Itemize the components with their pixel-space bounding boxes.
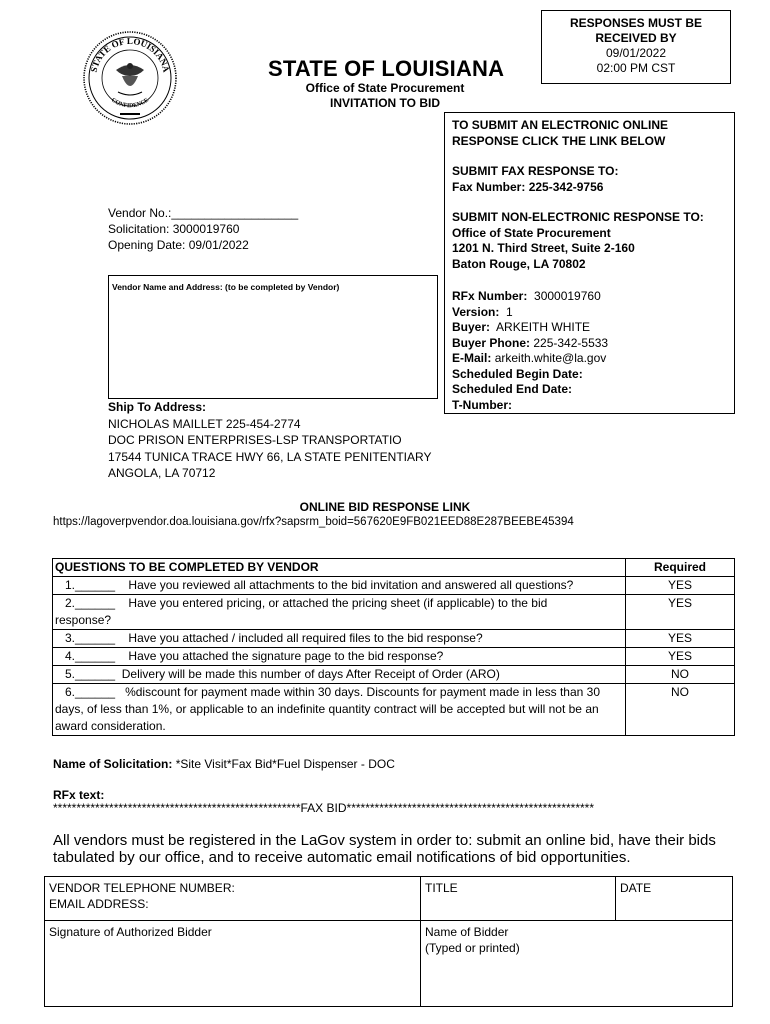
mail-line3: Baton Rouge, LA 70802	[452, 256, 586, 271]
question-3-required: YES	[626, 630, 735, 648]
question-3-blank[interactable]: 3.______	[65, 631, 116, 645]
question-6-required: NO	[626, 684, 735, 736]
solicitation-name-value: *Site Visit*Fax Bid*Fuel Dispenser - DOC	[175, 757, 395, 771]
rfx-text-value: *****************************************************FAX BID*****************************************************	[53, 801, 595, 815]
title-label: TITLE	[425, 881, 458, 895]
question-4-blank[interactable]: 4.______	[65, 649, 116, 663]
table-row	[53, 684, 735, 736]
mail-heading: SUBMIT NON-ELECTRONIC RESPONSE TO:	[452, 210, 704, 224]
registration-notice: All vendors must be registered in the LaGov system in order to: submit an online bid, have their bids tabulated by our office, and to receive automatic email notifications of bid opportunities.	[53, 832, 716, 866]
rfx-text-label	[53, 788, 104, 802]
bidder-name-label: Name of Bidder	[425, 925, 509, 939]
question-1-blank[interactable]: 1.______	[65, 578, 116, 592]
invitation-heading: INVITATION TO BID	[330, 96, 440, 110]
fax-number: 225-342-9756	[528, 179, 604, 194]
buyer-phone-label: Buyer Phone:	[452, 335, 531, 350]
fax-label: Fax Number:	[452, 179, 526, 194]
vendor-signature-table	[44, 876, 733, 1007]
solicitation-name-label: Name of Solicitation:	[53, 757, 173, 771]
questions-header-row	[53, 559, 735, 577]
vendor-phone-label: VENDOR TELEPHONE NUMBER:	[49, 881, 235, 895]
question-6-cont2: award consideration.	[55, 719, 166, 733]
page-title: STATE OF LOUISIANA	[268, 56, 505, 81]
buyer-email-link[interactable]: arkeith.white@la.gov	[494, 351, 607, 365]
question-6-blank[interactable]: 6.______	[65, 685, 116, 699]
online-bid-link[interactable]: https://lagoverpvendor.doa.louisiana.gov/rfx?sapsrm_boid=567620E9FB021EED88E287BEEBE45394	[53, 516, 574, 528]
question-5-required: NO	[626, 666, 735, 684]
table-row	[53, 648, 735, 666]
deadline-date: 09/01/2022	[605, 46, 667, 60]
buyer-phone: 225-342-5533	[533, 335, 609, 350]
seal-bottom-text: CONFIDENCE	[110, 97, 150, 110]
fax-instructions	[452, 164, 618, 195]
end-date-label: Scheduled End Date:	[452, 382, 573, 396]
questions-heading: QUESTIONS TO BE COMPLETED BY VENDOR	[53, 559, 626, 577]
electronic-instructions	[452, 118, 668, 149]
table-row	[45, 877, 733, 921]
rfx-number-label: RFx Number:	[452, 289, 528, 303]
buyer-name: ARKEITH WHITE	[496, 320, 591, 334]
question-2-required: YES	[626, 595, 735, 630]
mail-line2: 1201 N. Third Street, Suite 2-160	[452, 241, 635, 255]
deadline-time: 02:00 PM CST	[596, 61, 676, 75]
question-1-text: Have you reviewed all attachments to the bid invitation and answered all questions?	[128, 578, 574, 592]
question-2-blank[interactable]: 2.______	[65, 596, 116, 610]
question-6-text: %discount for payment made within 30 days. Discounts for payment made in less than 30	[125, 685, 600, 699]
question-4-required: YES	[626, 648, 735, 666]
signature-label: Signature of Authorized Bidder	[49, 925, 212, 939]
rfx-version: 1	[506, 304, 513, 319]
email-label: E-Mail:	[452, 351, 492, 365]
rfx-version-label: Version:	[452, 304, 500, 319]
ship-line2: DOC PRISON ENTERPRISES-LSP TRANSPORTATIO	[108, 433, 402, 447]
ship-line1: NICHOLAS MAILLET 225-454-2774	[108, 416, 301, 431]
electronic-line2: RESPONSE CLICK THE LINK BELOW	[452, 133, 666, 148]
online-link-heading: ONLINE BID RESPONSE LINK	[299, 500, 471, 514]
question-6-cont: days, of less than 1%, or applicable to an indefinite quantity contract will be accepted but will not be an	[55, 702, 599, 716]
title-cell[interactable]	[421, 877, 616, 921]
question-3-text: Have you attached / included all required files to the bid response?	[128, 631, 483, 645]
response-deadline-box	[541, 10, 731, 84]
question-4-text: Have you attached the signature page to the bid response?	[128, 649, 444, 663]
bidder-name-sublabel: (Typed or printed)	[425, 941, 520, 955]
ship-line3: 17544 TUNICA TRACE HWY 66, LA STATE PENITENTIARY	[108, 449, 432, 464]
solicitation-number: Solicitation: 3000019760	[108, 222, 240, 236]
rfx-details	[452, 289, 608, 413]
vendor-contact-cell[interactable]	[45, 877, 421, 921]
bidder-name-cell[interactable]	[421, 921, 733, 1007]
question-2-cont: response?	[55, 613, 112, 627]
opening-date: Opening Date: 09/01/2022	[108, 238, 249, 252]
vendor-email-label: EMAIL ADDRESS:	[49, 897, 149, 911]
vendor-address-box[interactable]	[108, 275, 438, 399]
date-cell[interactable]	[616, 877, 733, 921]
state-seal-logo	[82, 30, 178, 126]
vendor-number-field[interactable]: Vendor No.:___________________	[108, 206, 299, 220]
table-row	[53, 630, 735, 648]
vendor-address-label: Vendor Name and Address: (to be completed by Vendor)	[112, 282, 340, 292]
deadline-line1: RESPONSES MUST BE	[569, 16, 703, 30]
electronic-line1: TO SUBMIT AN ELECTRONIC ONLINE	[452, 118, 668, 132]
mail-line1: Office of State Procurement	[452, 225, 611, 240]
question-2-text: Have you entered pricing, or attached the pricing sheet (if applicable) to the bid	[128, 596, 548, 610]
date-label: DATE	[620, 881, 652, 895]
table-row	[53, 577, 735, 595]
vendor-questions-table	[52, 558, 735, 736]
vendor-info	[108, 205, 298, 253]
ship-heading: Ship To Address:	[108, 400, 207, 414]
fax-heading: SUBMIT FAX RESPONSE TO:	[452, 164, 619, 178]
ship-to-address	[108, 399, 431, 482]
buyer-label: Buyer:	[452, 320, 491, 334]
table-row	[53, 595, 735, 630]
question-5-text: Delivery will be made this number of days After Receipt of Order (ARO)	[121, 667, 500, 681]
question-1-required: YES	[626, 577, 735, 595]
ship-line4: ANGOLA, LA 70712	[108, 466, 216, 480]
rfx-number: 3000019760	[534, 289, 601, 303]
table-row	[53, 666, 735, 684]
rfx-text-label-text: RFx text:	[53, 788, 105, 802]
t-number-label: T-Number:	[452, 397, 512, 412]
deadline-line2: RECEIVED BY	[595, 31, 677, 45]
table-row	[45, 921, 733, 1007]
office-name: Office of State Procurement	[305, 81, 465, 95]
required-heading: Required	[626, 559, 735, 577]
signature-cell[interactable]	[45, 921, 421, 1007]
begin-date-label: Scheduled Begin Date:	[452, 366, 583, 381]
question-5-blank[interactable]: 5.______	[65, 667, 116, 681]
mail-instructions	[452, 210, 704, 272]
solicitation-name	[53, 757, 395, 771]
seal-top-text: STATE OF LOUISIANA	[88, 36, 172, 74]
